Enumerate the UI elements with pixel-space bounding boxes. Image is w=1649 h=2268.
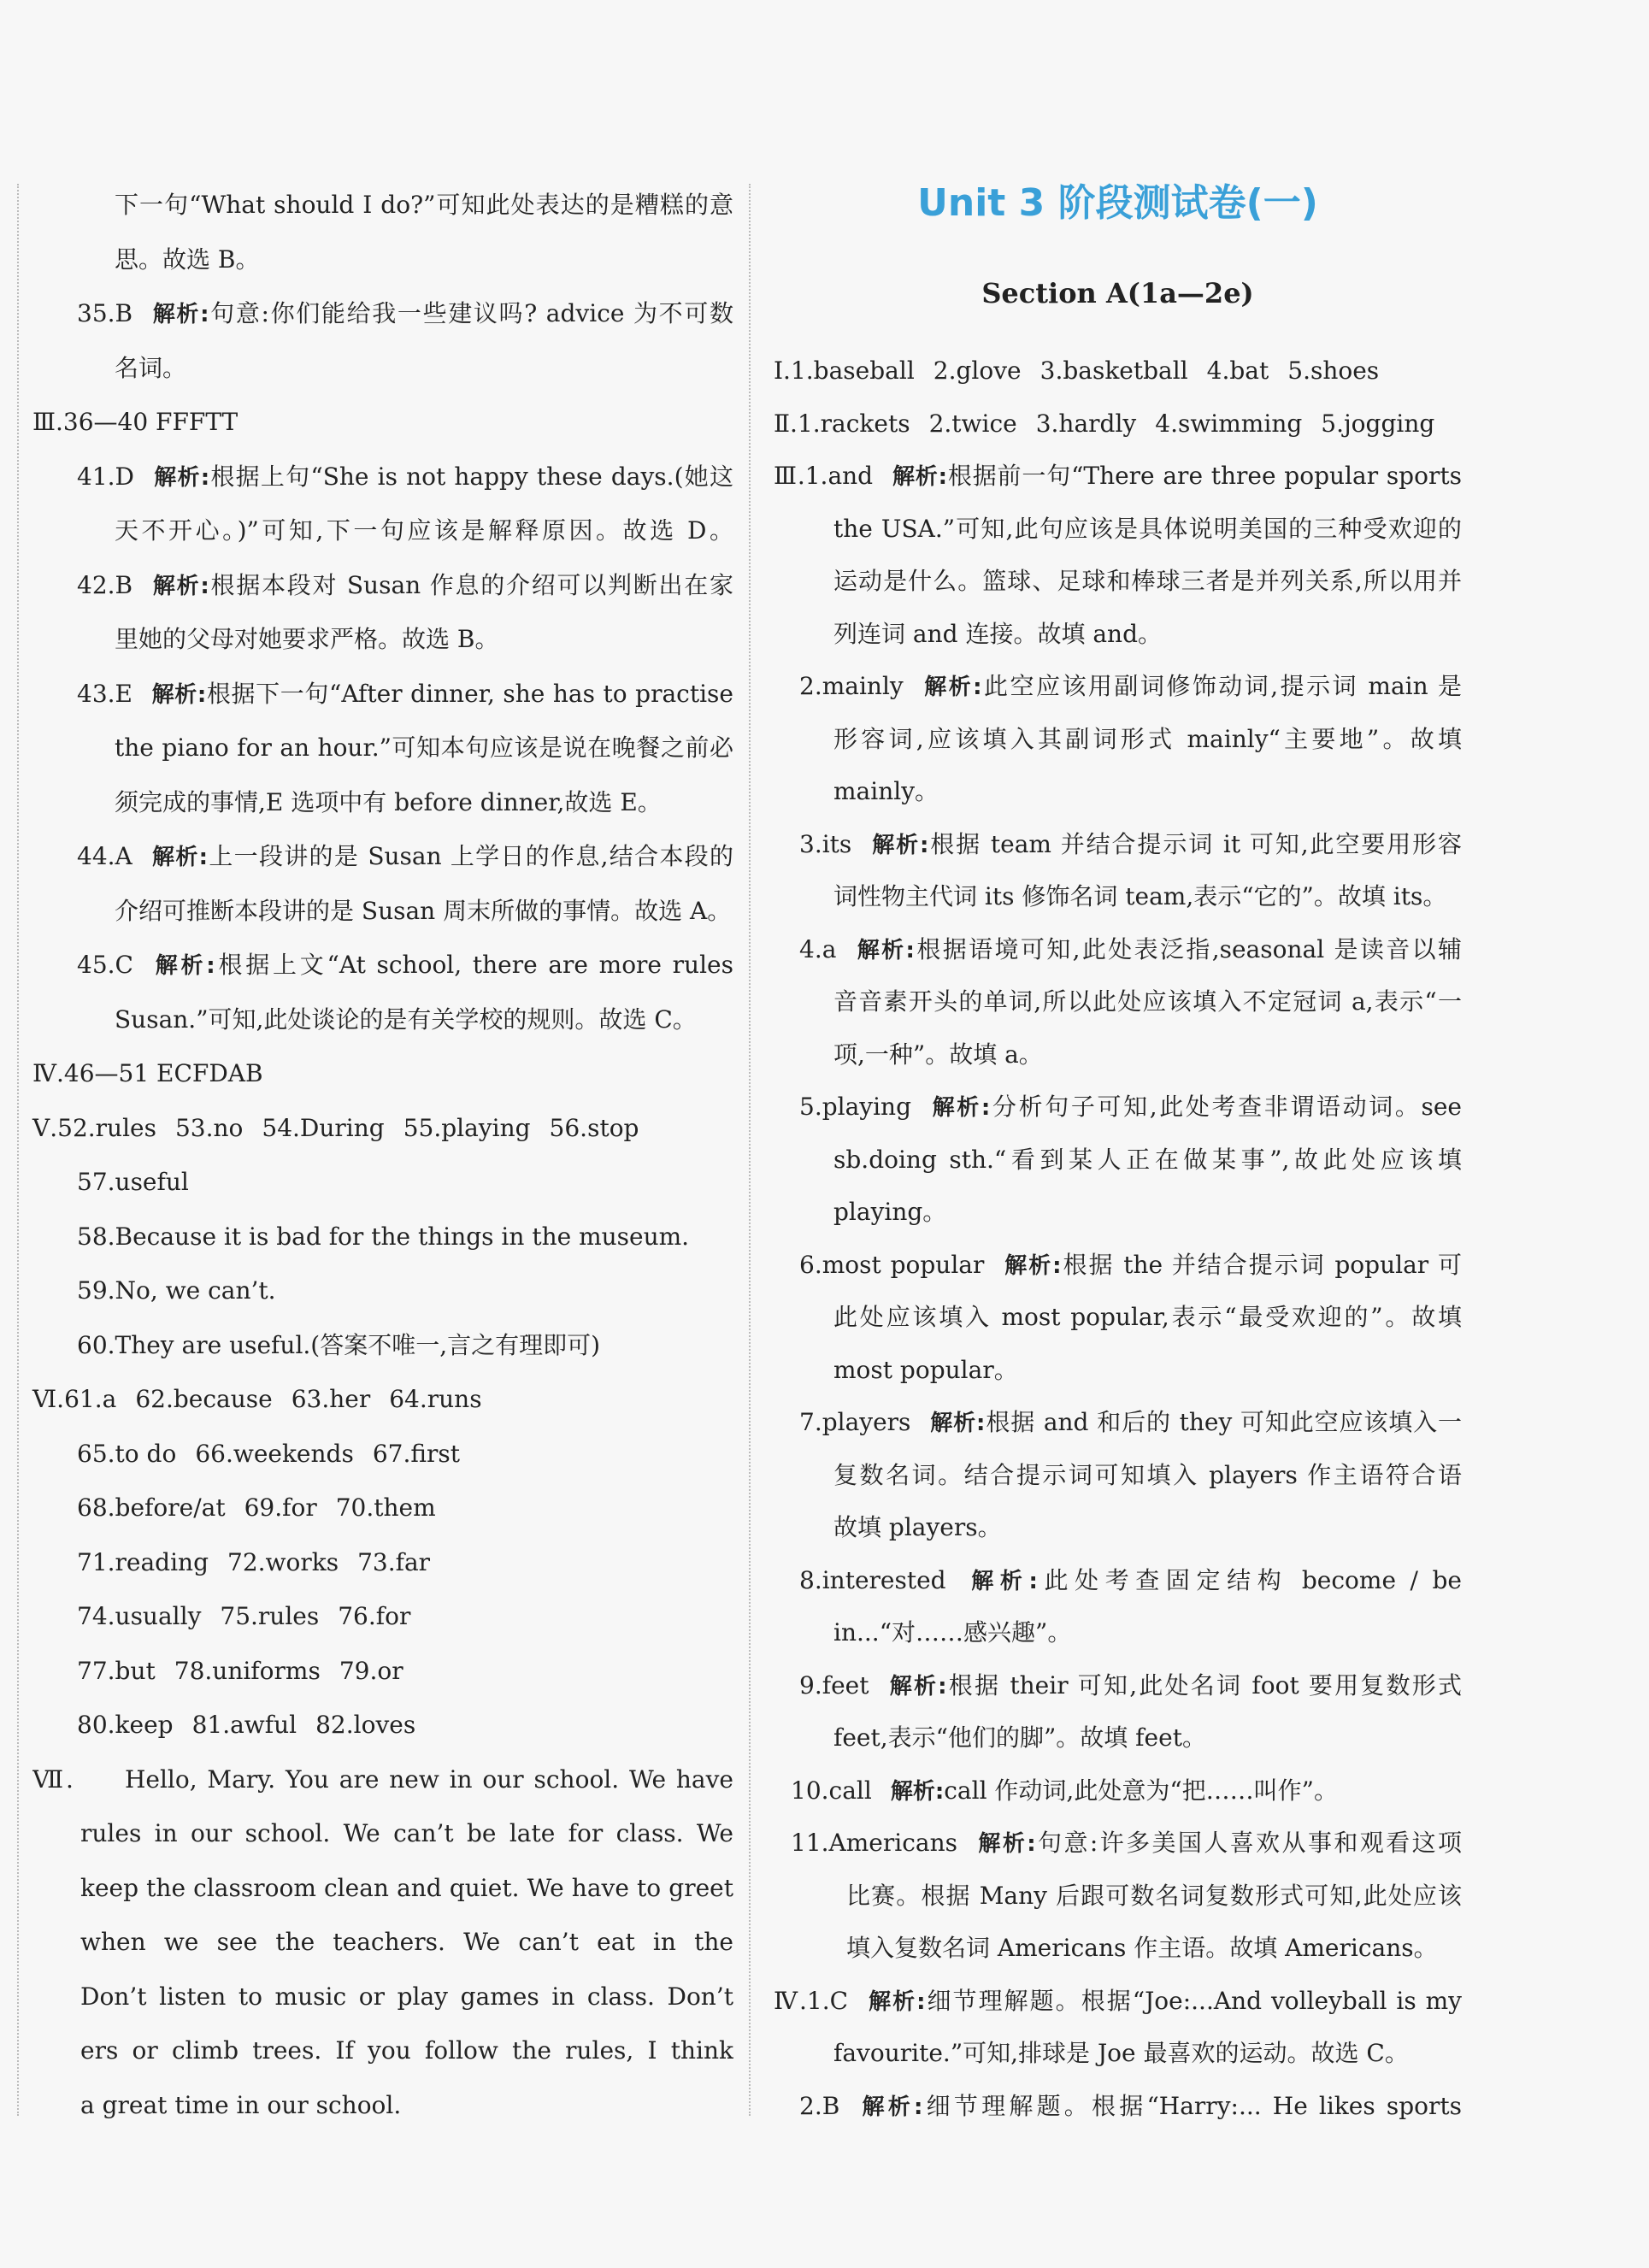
answer-iii-10: 10.call 解析:call 作动词,此处意为“把……叫作”。 bbox=[791, 1776, 1338, 1805]
text-line: 天不开心。)”可知,下一句应该是解释原因。故选 D。 bbox=[115, 516, 733, 545]
page-title: Unit 3 阶段测试卷(一) bbox=[917, 181, 1318, 225]
section-ii-answers: Ⅱ.1.rackets 2.twice 3.hardly 4.swimming 5.jogging bbox=[774, 409, 1435, 438]
column-divider bbox=[749, 184, 751, 2116]
answer-iii-3: 3.its 解析:根据 team 并结合提示词 it 可知,此空要用形容 bbox=[799, 829, 1462, 858]
answer-iii-7: 7.players 解析:根据 and 和后的 they 可知此空应该填入一 bbox=[799, 1408, 1462, 1436]
text-line: 思。故选 B。 bbox=[115, 244, 260, 274]
answer-42: 42.B 解析:根据本段对 Susan 作息的介绍可以判断出在家 bbox=[77, 570, 733, 599]
text-line: 须完成的事情,E 选项中有 before dinner,故选 E。 bbox=[115, 787, 662, 816]
answer-57: 57.useful bbox=[77, 1168, 189, 1196]
answer-iv-1: Ⅳ.1.C 解析:细节理解题。根据“Joe:...And volleyball is my bbox=[774, 1986, 1462, 2015]
answer-45: 45.C 解析:根据上文“At school, there are more rules bbox=[77, 951, 733, 979]
section-iv-answers: Ⅳ.46—51 ECFDAB bbox=[32, 1059, 263, 1087]
answer-58: 58.Because it is bad for the things in the museum. bbox=[77, 1222, 690, 1251]
text-line: most popular。 bbox=[833, 1355, 1018, 1384]
answer-44: 44.A 解析:上一段讲的是 Susan 上学日的作息,结合本段的 bbox=[77, 842, 733, 870]
text-line: mainly。 bbox=[833, 777, 939, 805]
section-v-answers: Ⅴ.52.rules 53.no 54.During 55.playing 56.stop bbox=[32, 1113, 639, 1142]
answer-iii-9: 9.feet 解析:根据 their 可知,此处名词 foot 要用复数形式 bbox=[799, 1670, 1462, 1700]
answer-43: 43.E 解析:根据下一句“After dinner, she has to practise bbox=[77, 679, 733, 708]
answer-iii-2: 2.mainly 解析:此空应该用副词修饰动词,提示词 main 是 bbox=[799, 672, 1462, 700]
answer-iii-11: 11.Americans 解析:句意:许多美国人喜欢从事和观看这项 bbox=[791, 1829, 1462, 1857]
text-line: a great time in our school. bbox=[80, 2090, 402, 2119]
text-line: 运动是什么。篮球、足球和棒球三者是并列关系,所以用并 bbox=[833, 567, 1462, 595]
right-column bbox=[774, 178, 1462, 2132]
text-line: 词性物主代词 its 修饰名词 team,表示“它的”。故填 its。 bbox=[833, 882, 1447, 910]
text-line: feet,表示“他们的脚”。故填 feet。 bbox=[833, 1723, 1206, 1752]
text-line: when we see the teachers. We can’t eat in the bbox=[80, 1928, 733, 1956]
answer-60: 60.They are useful.(答案不唯一,言之有理即可) bbox=[77, 1330, 601, 1359]
section-vii-essay: Ⅶ. Hello, Mary. You are new in our school. We have bbox=[32, 1764, 733, 1794]
text-line: favourite.”可知,排球是 Joe 最喜欢的运动。故选 C。 bbox=[833, 2039, 1409, 2067]
text-line: Don’t listen to music or play games in class. Don’t bbox=[80, 1982, 733, 2011]
text-line: 比赛。根据 Many 后跟可数名词复数形式可知,此处应该 bbox=[846, 1881, 1462, 1910]
answer-iii-5: 5.playing 解析:分析句子可知,此处考查非谓语动词。see bbox=[799, 1093, 1462, 1121]
left-column bbox=[32, 178, 733, 2132]
text-line: playing。 bbox=[833, 1198, 947, 1226]
answer-row: 74.usually 75.rules 76.for bbox=[77, 1602, 411, 1630]
text-line: sb.doing sth.“看到某人正在做某事”,故此处应该填 bbox=[833, 1145, 1462, 1174]
section-heading: Section A(1a—2e) bbox=[981, 277, 1254, 309]
text-line: 项,一种”。故填 a。 bbox=[833, 1040, 1043, 1069]
answer-row: 68.before/at 69.for 70.them bbox=[77, 1493, 436, 1522]
answer-row: 65.to do 66.weekends 67.first bbox=[77, 1439, 461, 1468]
text-line: 列连词 and 连接。故填 and。 bbox=[833, 619, 1163, 648]
answer-35: 35.B 解析:句意:你们能给我一些建议吗? advice 为不可数 bbox=[77, 299, 733, 327]
text-line: rules in our school. We can’t be late for class. We bbox=[80, 1819, 733, 1847]
answer-iii-4: 4.a 解析:根据语境可知,此处表泛指,seasonal 是读音以辅 bbox=[799, 934, 1462, 963]
text-line: 介绍可推断本段讲的是 Susan 周末所做的事情。故选 A。 bbox=[115, 896, 732, 925]
text-line: 形容词,应该填入其副词形式 mainly“主要地”。故填 bbox=[833, 724, 1462, 753]
answer-59: 59.No, we can’t. bbox=[77, 1276, 276, 1305]
text-line: 里她的父母对她要求严格。故选 B。 bbox=[115, 625, 499, 653]
text-line: Susan.”可知,此处谈论的是有关学校的规则。故选 C。 bbox=[115, 1004, 697, 1034]
text-line: in...“对……感兴趣”。 bbox=[833, 1618, 1072, 1647]
text-line: 填入复数名词 Americans 作主语。故填 Americans。 bbox=[846, 1934, 1438, 1962]
answer-row: 77.but 78.uniforms 79.or bbox=[77, 1656, 403, 1685]
text-line: the piano for an hour.”可知本句应该是说在晚餐之前必 bbox=[115, 733, 733, 762]
text-line: 下一句“What should I do?”可知此处表达的是糟糕的意 bbox=[115, 191, 733, 219]
text-line: keep the classroom clean and quiet. We have to greet bbox=[80, 1873, 733, 1902]
text-line: 音音素开头的单词,所以此处应该填入不定冠词 a,表示“一 bbox=[833, 987, 1462, 1016]
text-line: ers or climb trees. If you follow the rules, I think bbox=[80, 2036, 733, 2065]
section-iii-answers: Ⅲ.36—40 FFFTT bbox=[32, 408, 239, 436]
text-line: the USA.”可知,此句应该是具体说明美国的三种受欢迎的 bbox=[833, 514, 1462, 543]
answer-iii-6: 6.most popular 解析:根据 the 并结合提示词 popular 可 bbox=[799, 1250, 1462, 1279]
left-margin-divider bbox=[17, 184, 19, 2116]
answer-iii-8: 8.interested 解析:此处考查固定结构 become / be bbox=[799, 1565, 1462, 1594]
answer-row: 71.reading 72.works 73.far bbox=[77, 1547, 431, 1576]
text-line: 故填 players。 bbox=[833, 1513, 1002, 1541]
answer-row: 80.keep 81.awful 82.loves bbox=[77, 1711, 416, 1739]
text-line: 复数名词。结合提示词可知填入 players 作主语符合语 bbox=[833, 1460, 1462, 1489]
answer-41: 41.D 解析:根据上句“She is not happy these days.(她这 bbox=[77, 462, 733, 491]
answer-iv-2: 2.B 解析:细节理解题。根据“Harry:... He likes sports bbox=[799, 2091, 1462, 2120]
text-line: 名词。 bbox=[115, 353, 187, 382]
text-line: 此处应该填入 most popular,表示“最受欢迎的”。故填 bbox=[833, 1303, 1462, 1331]
answer-iii-1: Ⅲ.1.and 解析:根据前一句“There are three popular sports bbox=[774, 462, 1462, 490]
section-vi-answers: Ⅵ.61.a 62.because 63.her 64.runs bbox=[32, 1385, 482, 1413]
section-i-answers: Ⅰ.1.baseball 2.glove 3.basketball 4.bat 5.shoes bbox=[774, 356, 1380, 385]
